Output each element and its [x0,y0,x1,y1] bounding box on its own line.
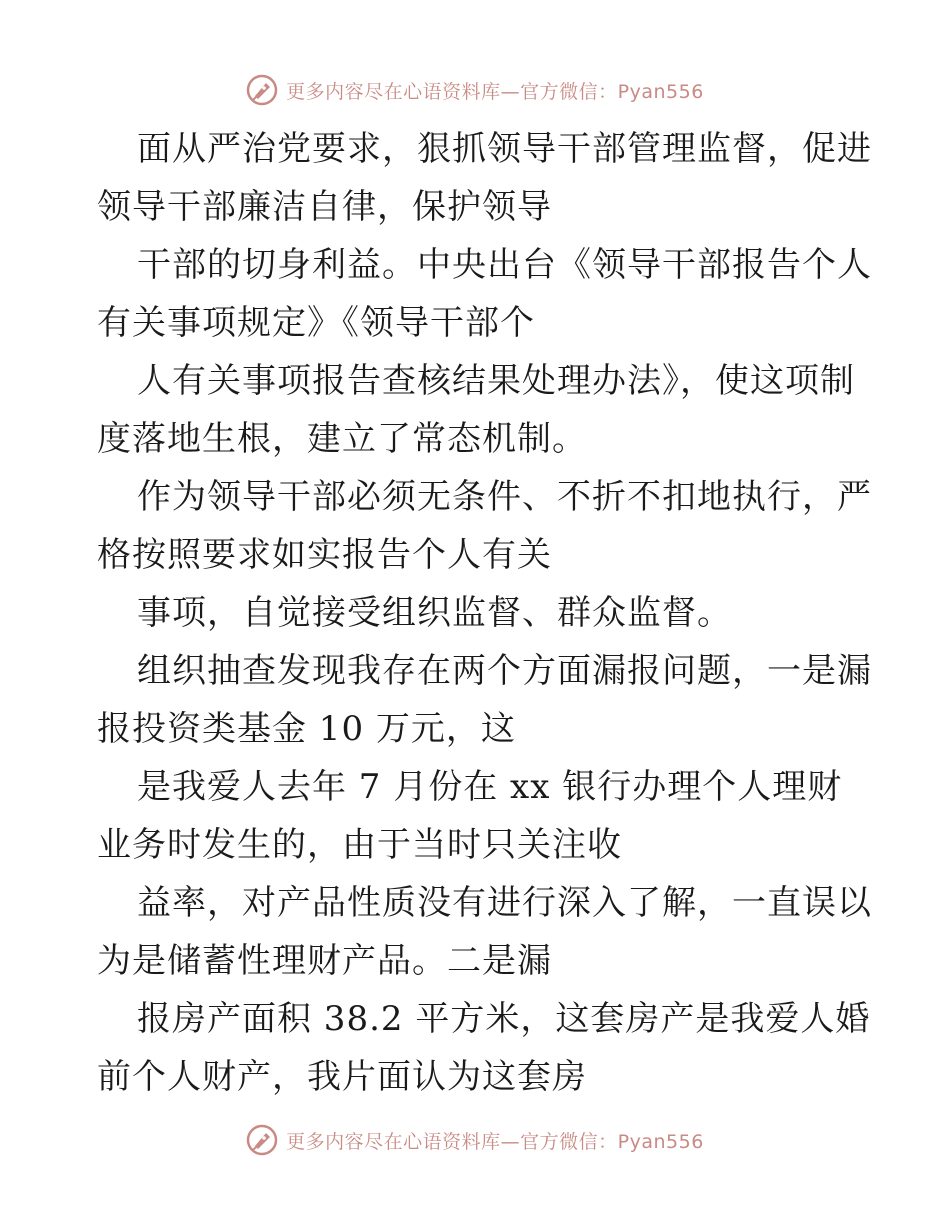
text-line: 业务时发生的，由于当时只关注收 [97,825,622,865]
text-line: 人有关事项报告查核结果处理办法》，使这项制 [137,361,855,401]
text-line: 面从严治党要求，狠抓领导干部管理监督，促进 [137,129,872,169]
text-line: 干部的切身利益。中央出台《领导干部报告个人 [137,245,872,285]
text-line: 度落地生根，建立了常态机制。 [97,419,587,459]
text-line: 为是储蓄性理财产品。二是漏 [97,941,552,981]
footer-watermark [0,1120,950,1160]
text-line: 有关事项规定》《领导干部个 [97,303,535,343]
text-line: 事项，自觉接受组织监督、群众监督。 [137,593,732,633]
text-line: 报投资类基金 10 万元，这 [97,709,516,749]
text-line: 前个人财产，我片面认为这套房 [97,1057,587,1097]
header-watermark [0,70,950,110]
footer-watermark-text: 更多内容尽在心语资料库—官方微信：Pyan556 [286,1130,704,1153]
text-line: 报房产面积 38.2 平方米，这套房产是我爱人婚 [137,999,871,1039]
text-line: 益率，对产品性质没有进行深入了解，一直误以 [137,883,872,923]
text-line: 是我爱人去年 7 月份在 xx 银行办理个人理财 [137,767,843,807]
pen-nib-logo-icon [246,74,278,106]
document-body [97,120,872,1106]
text-line: 领导干部廉洁自律，保护领导 [97,187,552,227]
text-line: 格按照要求如实报告个人有关 [97,535,552,575]
text-line: 作为领导干部必须无条件、不折不扣地执行，严 [137,477,872,517]
text-line: 组织抽查发现我存在两个方面漏报问题，一是漏 [137,651,872,691]
pen-nib-logo-icon [246,1124,278,1156]
header-watermark-text: 更多内容尽在心语资料库—官方微信：Pyan556 [286,80,704,103]
